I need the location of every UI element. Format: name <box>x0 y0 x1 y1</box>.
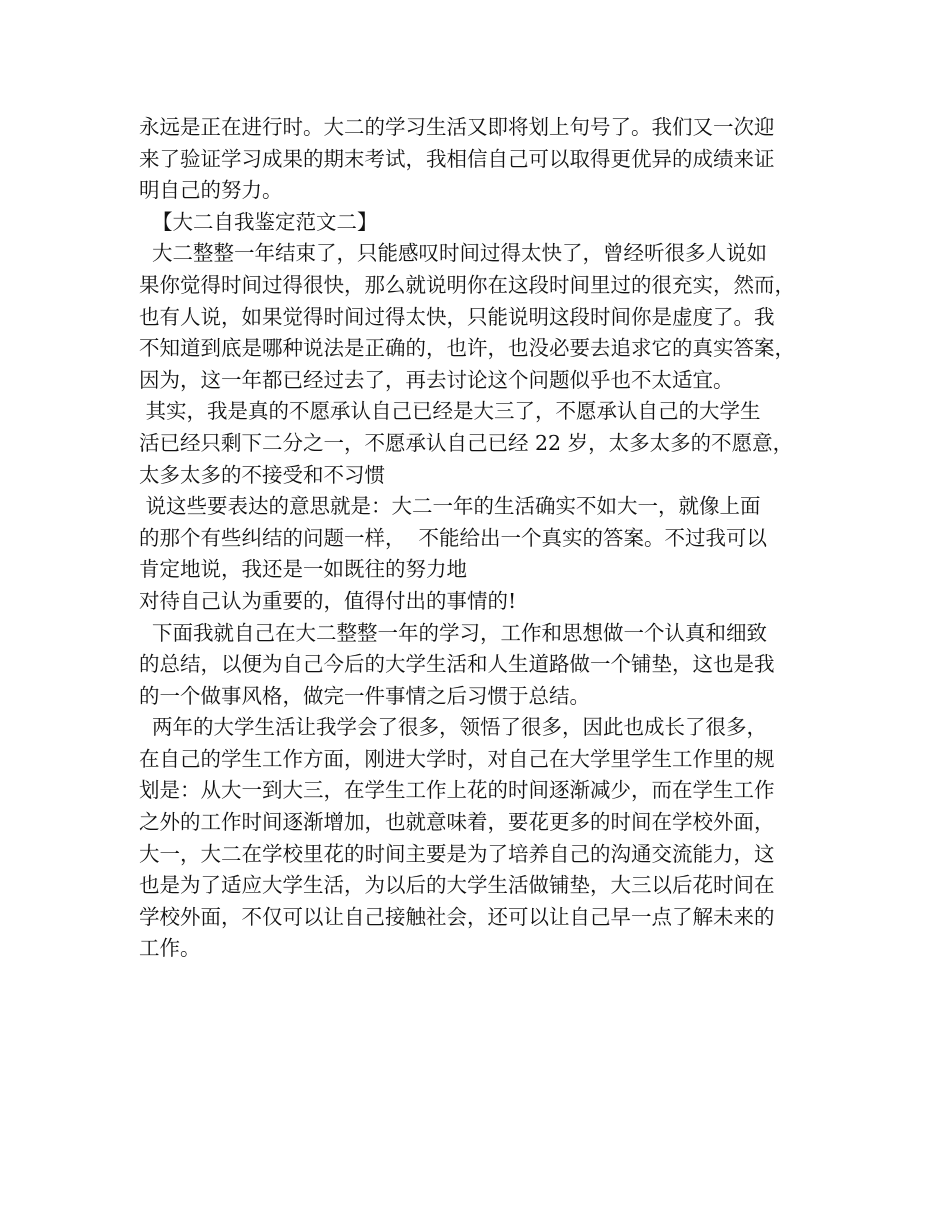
document-body <box>139 112 829 965</box>
text-line: 肯定地说，我还是一如既往的努力地 <box>139 557 467 582</box>
text-line: 来了验证学习成果的期末考试，我相信自己可以取得更优异的成绩来证 <box>139 146 775 171</box>
text-line: 的总结，以便为自己今后的大学生活和人生道路做一个铺垫，这也是我 <box>139 652 775 677</box>
text-line: 学校外面，不仅可以让自己接触社会，还可以让自己早一点了解未来的 <box>139 904 775 929</box>
text-line: 大一，大二在学校里花的时间主要是为了培养自己的沟通交流能力，这 <box>139 841 775 866</box>
text-line: 果你觉得时间过得很快，那么就说明你在这段时间里过的很充实，然而， <box>139 272 795 297</box>
text-line: 永远是正在进行时。大二的学习生活又即将划上句号了。我们又一次迎 <box>139 115 775 139</box>
text-line: 下面我就自己在大二整整一年的学习，工作和思想做一个认真和细致 <box>139 620 768 645</box>
text-line: 因为，这一年都已经过去了，再去讨论这个问题似乎也不太适宜。 <box>139 367 734 392</box>
text-line: 在自己的学生工作方面，刚进大学时，对自己在大学里学生工作里的规 <box>139 746 775 771</box>
text-line: 也有人说，如果觉得时间过得太快，只能说明这段时间你是虚度了。我 <box>139 304 775 329</box>
text-line: 两年的大学生活让我学会了很多，领悟了很多，因此也成长了很多， <box>139 715 768 740</box>
text-line: 太多太多的不接受和不习惯 <box>139 462 385 487</box>
text-line: 说这些要表达的意思就是：大二一年的生活确实不如大一，就像上面 <box>139 494 761 519</box>
text-line: 明自己的努力。 <box>139 178 283 203</box>
text-line: 其实，我是真的不愿承认自己已经是大三了，不愿承认自己的大学生 <box>139 399 761 424</box>
text-line: 的一个做事风格，做完一件事情之后习惯于总结。 <box>139 683 590 708</box>
text-line: 大二整整一年结束了，只能感叹时间过得太快了，曾经听很多人说如 <box>139 241 768 266</box>
section-heading: 【大二自我鉴定范文二】 <box>139 209 378 234</box>
text-line: 划是：从大一到大三，在学生工作上花的时间逐渐减少，而在学生工作 <box>139 778 775 803</box>
text-line: 也是为了适应大学生活，为以后的大学生活做铺垫，大三以后花时间在 <box>139 873 775 898</box>
text-line: 工作。 <box>139 936 201 961</box>
text-line: 之外的工作时间逐渐增加，也就意味着，要花更多的时间在学校外面， <box>139 810 775 835</box>
text-line: 不知道到底是哪种说法是正确的，也许，也没必要去追求它的真实答案， <box>139 336 795 361</box>
text-line: 的那个有些纠结的问题一样， 不能给出一个真实的答案。不过我可以 <box>139 525 768 550</box>
text-line: 对待自己认为重要的，值得付出的事情的! <box>139 588 517 613</box>
text-line: 活已经只剩下二分之一，不愿承认自己已经 22 岁，太多太多的不愿意， <box>139 430 794 455</box>
